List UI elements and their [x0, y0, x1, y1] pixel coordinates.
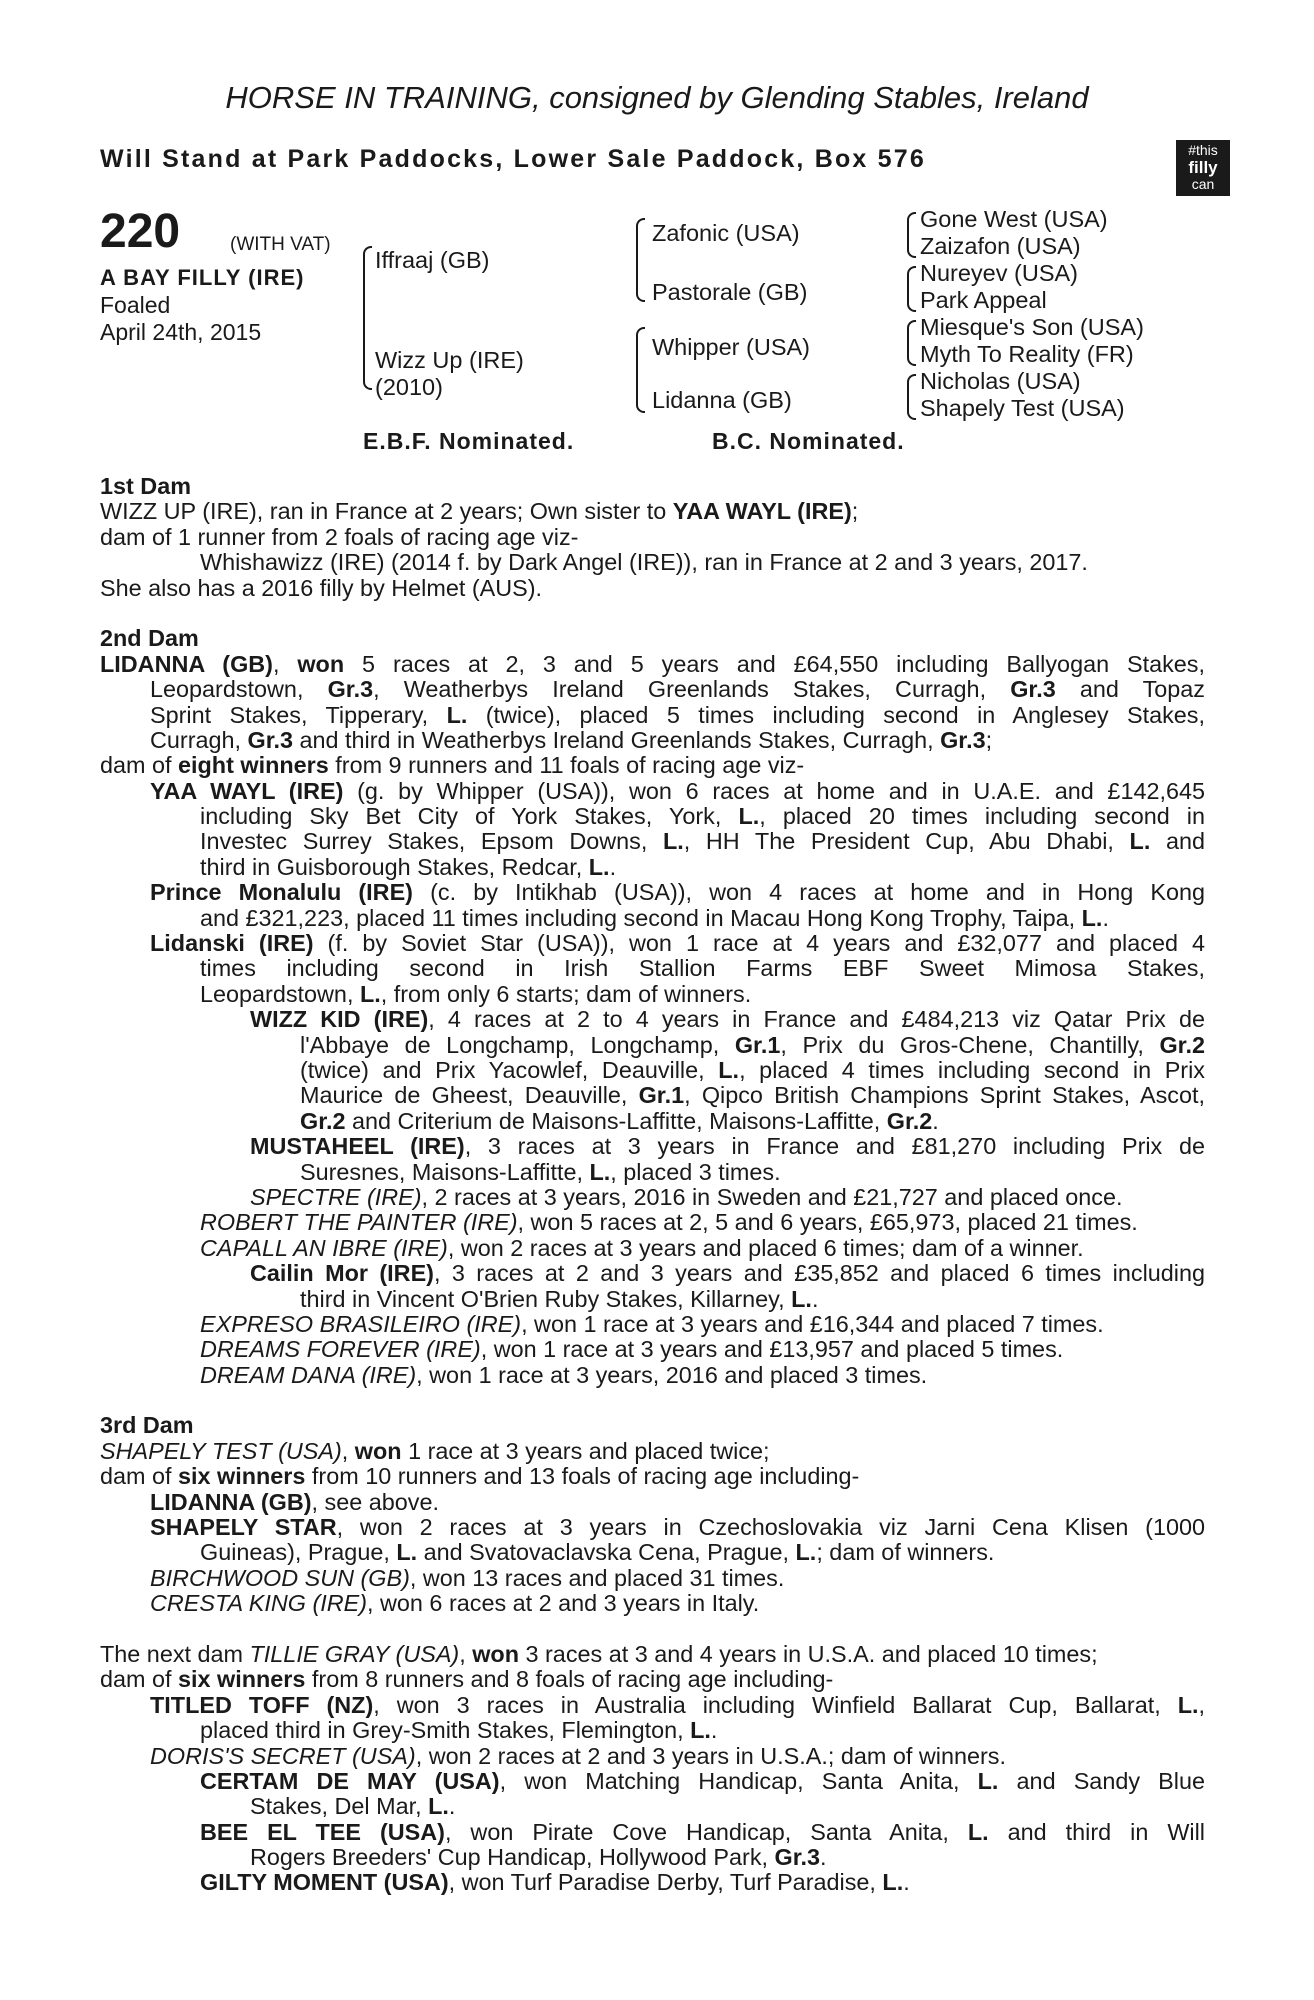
gen3-name: Zaizafon (USA)	[920, 233, 1081, 259]
dream-dana-line: DREAM DANA (IRE), won 1 race at 3 years, 2016 and placed 3 times.	[200, 1361, 928, 1388]
pedigree-brace	[636, 327, 645, 413]
second-dam-heading: 2nd Dam	[100, 625, 199, 652]
dam-dam: Lidanna (GB)	[652, 387, 792, 413]
dam-sire: Whipper (USA)	[652, 334, 811, 360]
yaa-wayl-line: including Sky Bet City of York Stakes, York, L., placed 20 times including second in	[200, 803, 1206, 830]
yaa-wayl-line: YAA WAYL (IRE) (g. by Whipper (USA)), won 6 races at home and in U.A.E. and £142,645	[150, 777, 1205, 804]
ebf-nominated: E.B.F. Nominated.	[363, 428, 575, 454]
third-dam-heading: 3rd Dam	[100, 1412, 194, 1439]
first-dam-line: Whishawizz (IRE) (2014 f. by Dark Angel (IRE)), ran in France at 2 and 3 years, 2017.	[200, 549, 1088, 576]
lidanna-ref-line: LIDANNA (GB), see above.	[150, 1488, 439, 1515]
this-filly-can-logo	[1176, 140, 1230, 196]
pedigree-brace	[636, 218, 645, 302]
dam-of-line: dam of six winners from 8 runners and 8 foals of racing age including-	[100, 1666, 834, 1693]
yaa-wayl-line: third in Guisborough Stakes, Redcar, L..	[200, 853, 617, 880]
doris-line: DORIS'S SECRET (USA), won 2 races at 2 and 3 years in U.S.A.; dam of winners.	[150, 1742, 1006, 1769]
expreso-line: EXPRESO BRASILEIRO (IRE), won 1 race at 3 years and £16,344 and placed 7 times.	[200, 1310, 1104, 1337]
gen3-name: Myth To Reality (FR)	[920, 341, 1134, 367]
lot-number: 220	[100, 205, 181, 258]
dreams-line: DREAMS FOREVER (IRE), won 1 race at 3 years and £13,957 and placed 5 times.	[200, 1336, 1064, 1363]
lidanna-line: Sprint Stakes, Tipperary, L. (twice), placed 5 times including second in Anglesey Stakes,	[150, 701, 1205, 728]
lidanna-line: Curragh, Gr.3 and third in Weatherbys Ireland Greenlands Stakes, Curragh, Gr.3;	[150, 726, 993, 753]
first-dam-heading: 1st Dam	[100, 473, 192, 499]
stand-location: Will Stand at Park Paddocks, Lower Sale Paddock, Box 576	[100, 145, 926, 173]
gen3-name: Miesque's Son (USA)	[920, 314, 1144, 340]
dam-of-line: dam of six winners from 10 runners and 13 foals of racing age including-	[100, 1463, 860, 1490]
bee-el-tee-line: BEE EL TEE (USA), won Pirate Cove Handicap, Santa Anita, L. and third in Will	[200, 1818, 1205, 1845]
pedigree-brace	[907, 374, 916, 420]
catalogue-body	[100, 474, 1205, 1896]
cresta-line: CRESTA KING (IRE), won 6 races at 2 and 3 years in Italy.	[150, 1590, 760, 1617]
lidanna-line: LIDANNA (GB), won 5 races at 2, 3 and 5 years and £64,550 including Ballyogan Stakes,	[100, 650, 1206, 677]
prince-monalulu-line: and £321,223, placed 11 times including second in Macau Hong Kong Trophy, Taipa, L..	[200, 904, 1109, 931]
first-dam-line: She also has a 2016 filly by Helmet (AUS).	[100, 574, 543, 601]
gen3-name: Nureyev (USA)	[920, 260, 1079, 286]
mustaheel-line: Suresnes, Maisons-Laffitte, L., placed 3 times.	[300, 1158, 781, 1185]
lidanski-line: times including second in Irish Stallion Farms EBF Sweet Mimosa Stakes,	[200, 955, 1205, 982]
wizz-kid-line: Maurice de Gheest, Deauville, Gr.1, Qipco British Champions Sprint Stakes, Ascot,	[300, 1082, 1205, 1109]
wizz-kid-line: (twice) and Prix Yacowlef, Deauville, L., placed 4 times including second in Prix	[300, 1056, 1205, 1083]
pedigree-brace	[363, 246, 372, 390]
badge-line: can	[1191, 176, 1215, 192]
yaa-wayl-line: Investec Surrey Stakes, Epsom Downs, L., HH The President Cup, Abu Dhabi, L. and	[200, 828, 1206, 855]
sire-dam: Pastorale (GB)	[652, 279, 808, 305]
dam-of-line: dam of eight winners from 9 runners and 11 foals of racing age viz-	[100, 752, 805, 779]
lidanna-line: Leopardstown, Gr.3, Weatherbys Ireland Greenlands Stakes, Curragh, Gr.3 and Topaz	[150, 676, 1205, 703]
gen3-name: Park Appeal	[920, 287, 1047, 313]
pedigree-brace	[907, 320, 916, 366]
bee-el-tee-line: Rogers Breeders' Cup Handicap, Hollywood Park, Gr.3.	[250, 1844, 827, 1871]
lidanski-line: Lidanski (IRE) (f. by Soviet Star (USA)), won 1 race at 4 years and £32,077 and placed 4	[150, 930, 1205, 957]
lidanski-line: Leopardstown, L., from only 6 starts; dam of winners.	[200, 980, 752, 1007]
birchwood-line: BIRCHWOOD SUN (GB), won 13 races and placed 31 times.	[150, 1564, 785, 1591]
dam: Wizz Up (IRE)	[375, 347, 524, 373]
prince-monalulu-line: Prince Monalulu (IRE) (c. by Intikhab (USA)), won 4 races at home and in Hong Kong	[150, 879, 1206, 906]
mustaheel-line: MUSTAHEEL (IRE), 3 races at 3 years in France and £81,270 including Prix de	[250, 1133, 1205, 1160]
gen3-name: Gone West (USA)	[920, 206, 1108, 232]
certam-line: Stakes, Del Mar, L..	[250, 1793, 456, 1820]
dam-year: (2010)	[375, 374, 443, 400]
spectre-line: SPECTRE (IRE), 2 races at 3 years, 2016 in Sweden and £21,727 and placed once.	[250, 1183, 1123, 1210]
pedigree-brace	[907, 212, 916, 258]
bc-nominated: B.C. Nominated.	[712, 428, 905, 454]
first-dam-line: dam of 1 runner from 2 foals of racing age viz-	[100, 523, 579, 550]
pedigree-brace	[907, 266, 916, 312]
foaled-label: Foaled	[100, 292, 171, 318]
shapely-star-line: Guineas), Prague, L. and Svatovaclavska Cena, Prague, L.; dam of winners.	[200, 1539, 995, 1566]
next-dam-line: The next dam TILLIE GRAY (USA), won 3 races at 3 and 4 years in U.S.A. and placed 10 times;	[100, 1640, 1098, 1667]
robert-line: ROBERT THE PAINTER (IRE), won 5 races at 2, 5 and 6 years, £65,973, placed 21 times.	[200, 1209, 1138, 1236]
sire-sire: Zafonic (USA)	[652, 220, 800, 246]
foaled-date: April 24th, 2015	[100, 319, 262, 345]
badge-line: filly	[1188, 158, 1218, 177]
titled-toff-line: TITLED TOFF (NZ), won 3 races in Australia including Winfield Ballarat Cup, Ballarat, L.,	[150, 1691, 1205, 1718]
wizz-kid-line: l'Abbaye de Longchamp, Longchamp, Gr.1, Prix du Gros-Chene, Chantilly, Gr.2	[300, 1031, 1205, 1058]
sire: Iffraaj (GB)	[375, 247, 490, 273]
vat-note: (WITH VAT)	[230, 234, 331, 255]
shapely-star-line: SHAPELY STAR, won 2 races at 3 years in Czechoslovakia viz Jarni Cena Klisen (1000	[150, 1514, 1205, 1541]
cailin-mor-line: third in Vincent O'Brien Ruby Stakes, Killarney, L..	[300, 1285, 819, 1312]
badge-line: #this	[1188, 142, 1218, 158]
certam-line: CERTAM DE MAY (USA), won Matching Handicap, Santa Anita, L. and Sandy Blue	[200, 1767, 1205, 1794]
gilty-moment-line: GILTY MOMENT (USA), won Turf Paradise Derby, Turf Paradise, L..	[200, 1869, 910, 1896]
wizz-kid-line: Gr.2 and Criterium de Maisons-Laffitte, Maisons-Laffitte, Gr.2.	[300, 1107, 939, 1134]
catalogue-header: HORSE IN TRAINING, consigned by Glending Stables, Ireland	[225, 80, 1089, 115]
lot-description: A BAY FILLY (IRE)	[100, 265, 305, 290]
titled-toff-line: placed third in Grey-Smith Stakes, Flemington, L..	[200, 1717, 718, 1744]
gen3-name: Shapely Test (USA)	[920, 395, 1125, 421]
gen3-name: Nicholas (USA)	[920, 368, 1081, 394]
wizz-kid-line: WIZZ KID (IRE), 4 races at 2 to 4 years in France and £484,213 viz Qatar Prix de	[250, 1006, 1205, 1033]
capall-line: CAPALL AN IBRE (IRE), won 2 races at 3 years and placed 6 times; dam of a winner.	[200, 1234, 1084, 1261]
cailin-mor-line: Cailin Mor (IRE), 3 races at 2 and 3 years and £35,852 and placed 6 times including	[250, 1260, 1205, 1287]
shapely-test-line: SHAPELY TEST (USA), won 1 race at 3 years and placed twice;	[100, 1437, 770, 1464]
first-dam-line: WIZZ UP (IRE), ran in France at 2 years; Own sister to YAA WAYL (IRE);	[100, 498, 859, 525]
